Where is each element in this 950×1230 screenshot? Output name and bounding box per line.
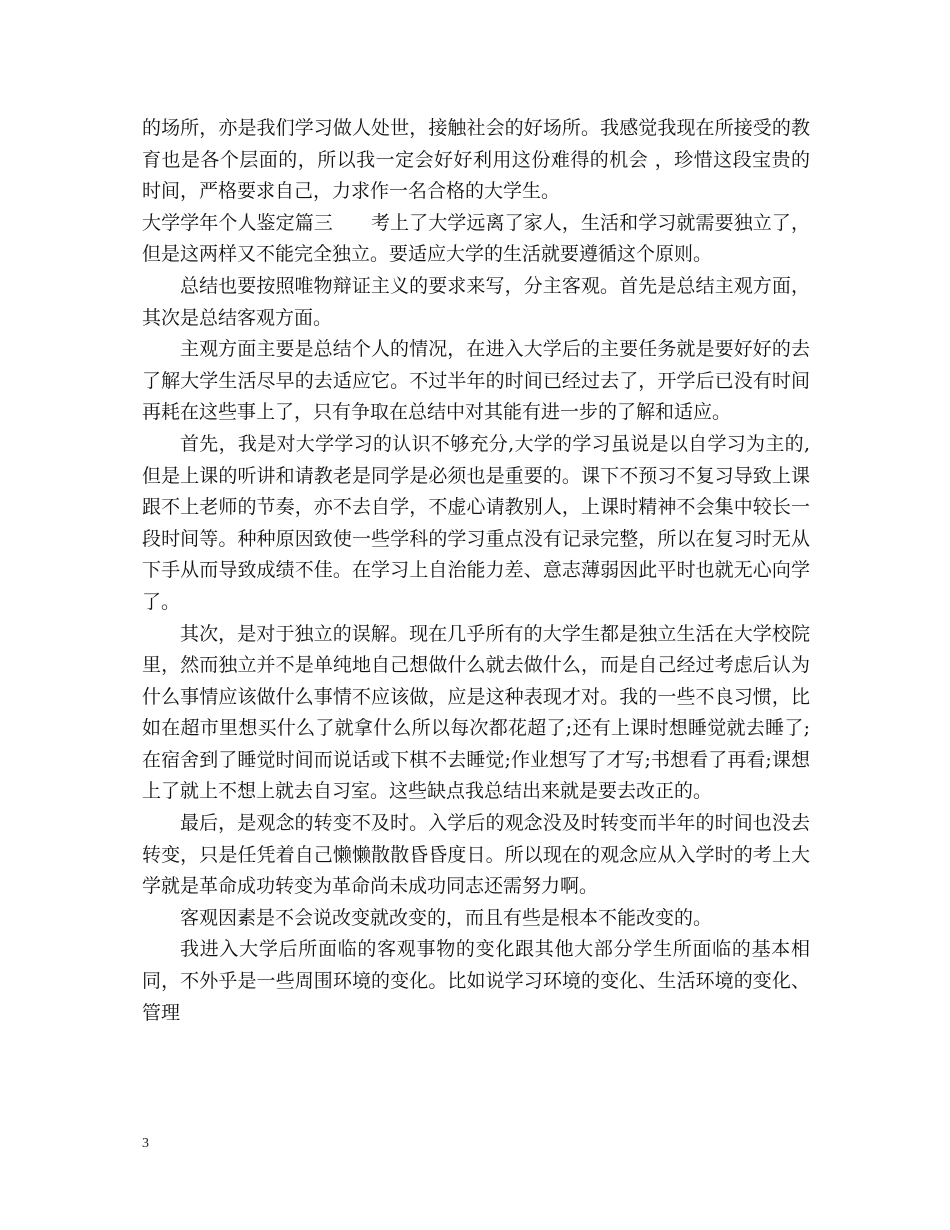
paragraph: 最后，是观念的转变不及时。入学后的观念没及时转变而半年的时间也没去转变，只是任凭着自己懒懒散散昏昏度日。所以现在的观念应从入学时的考上大学就是革命成功转变为革命尚未成功同志还需努力啊。 xyxy=(142,812,810,898)
paragraph-with-heading xyxy=(142,208,810,271)
page-number: 3 xyxy=(142,1136,149,1151)
paragraph: 首先，我是对大学学习的认识不够充分,大学的学习虽说是以自学习为主的,但是上课的听讲和请教老是同学是必须也是重要的。课下不预习不复习导致上课跟不上老师的节奏，亦不去自学，不虚心请教别人，上课时精神不会集中较长一段时间等。种种原因致使一些学科的学习重点没有记录完整，所以在复习时无从下手从而导致成绩不佳。在学习上自治能力差、意志薄弱因此平时也就无心向学了。 xyxy=(142,432,810,613)
section-heading: 大学学年个人鉴定篇三 xyxy=(142,211,333,234)
paragraph: 我进入大学后所面临的客观事物的变化跟其他大部分学生所面临的基本相同，不外乎是一些周围环境的变化。比如说学习环境的变化、生活环境的变化、管理 xyxy=(142,938,810,1024)
paragraph: 其次，是对于独立的误解。现在几乎所有的大学生都是独立生活在大学校院里，然而独立并不是单纯地自己想做什么就去做什么，而是自己经过考虑后认为什么事情应该做什么事情不应该做，应是这种表现才对。我的一些不良习惯，比如在超市里想买什么了就拿什么所以每次都花超了;还有上课时想睡觉就去睡了;在宿舍到了睡觉时间而说话或下棋不去睡觉;作业想写了才写;书想看了再看;课想上了就上不想上就去自习室。这些缺点我总结出来就是要去改正的。 xyxy=(142,622,810,803)
paragraph-text: 考上了大学远离了家人，生活和学习就需要独立了，但是这两样又不能完全独立。要适应大学的生活就要遵循这个原则。 xyxy=(142,211,810,266)
document-body xyxy=(142,113,810,1029)
paragraph: 主观方面主要是总结个人的情况，在进入大学后的主要任务就是要好好的去了解大学生活尽早的去适应它。不过半年的时间已经过去了，开学后已没有时间再耗在这些事上了，只有争取在总结中对其能有进一步的了解和适应。 xyxy=(142,338,810,424)
paragraph: 的场所，亦是我们学习做人处世，接触社会的好场所。我感觉我现在所接受的教育也是各个层面的，所以我一定会好好利用这份难得的机会 ，珍惜这段宝贵的时间，严格要求自己，力求作一名合格的大学生。 xyxy=(142,117,810,203)
paragraph: 总结也要按照唯物辩证主义的要求来写，分主客观。首先是总结主观方面，其次是总结客观方面。 xyxy=(142,274,810,329)
paragraph: 客观因素是不会说改变就改变的，而且有些是根本不能改变的。 xyxy=(180,906,713,929)
